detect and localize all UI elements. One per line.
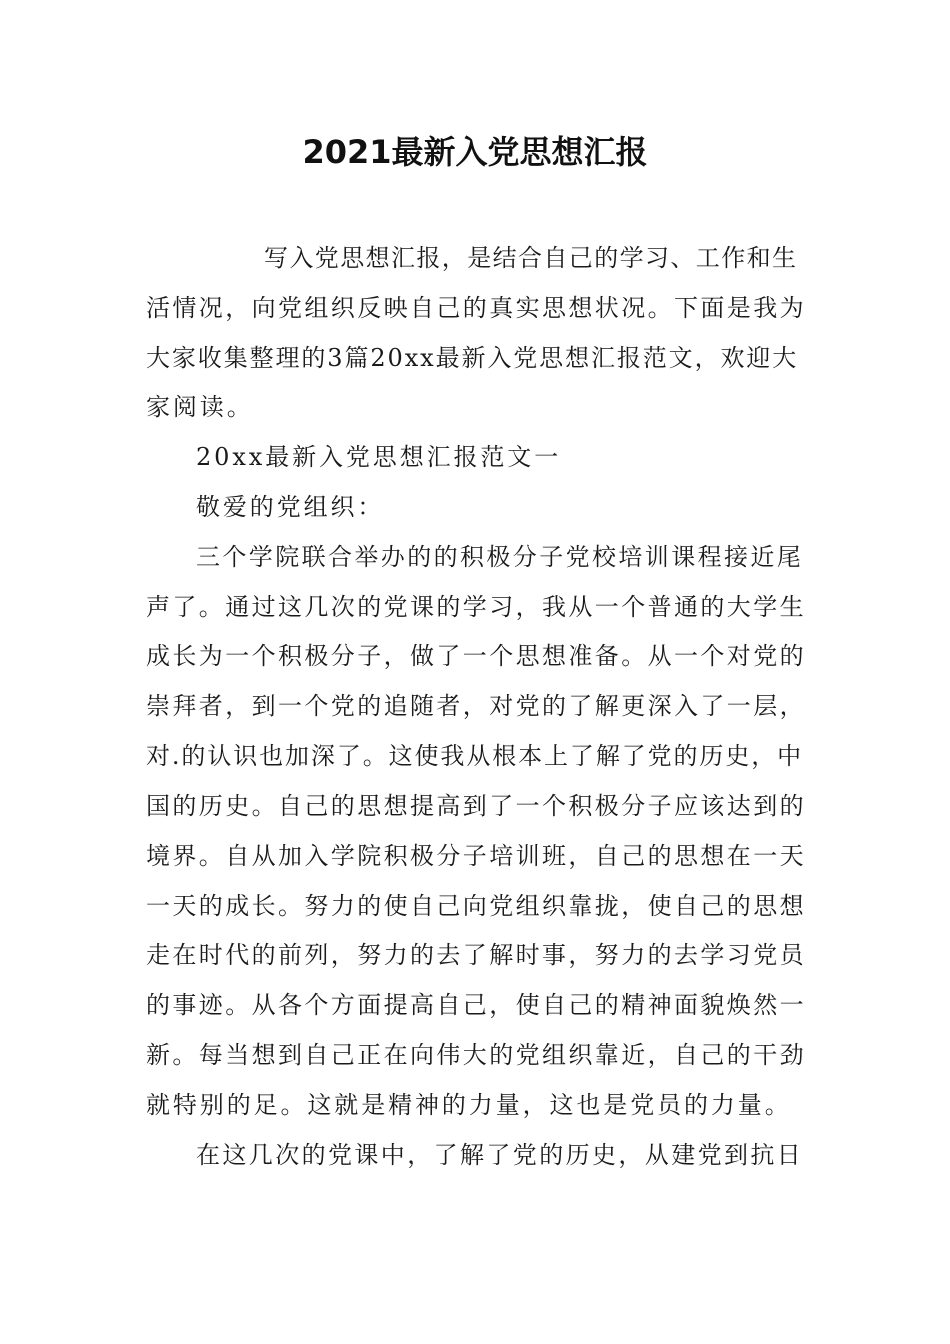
paragraph-line: 新。每当想到自己正在向伟大的党组织靠近，自己的干劲 — [146, 1041, 806, 1069]
paragraph-line: 就特别的足。这就是精神的力量，这也是党员的力量。 — [146, 1091, 792, 1119]
document-title: 2021最新入党思想汇报 — [302, 133, 648, 171]
paragraph-line: 的事迹。从各个方面提高自己，使自己的精神面貌焕然一 — [146, 991, 806, 1019]
paragraph-line: 三个学院联合举办的的积极分子党校培训课程接近尾 — [196, 543, 804, 571]
section-heading: 20xx最新入党思想汇报范文一 — [196, 443, 562, 471]
paragraph-line: 活情况，向党组织反映自己的真实思想状况。下面是我为 — [146, 294, 806, 322]
paragraph-line: 境界。自从加入学院积极分子培训班，自己的思想在一天 — [146, 842, 806, 870]
paragraph-line: 写入党思想汇报，是结合自己的学习、工作和生 — [264, 244, 798, 272]
paragraph-line: 家阅读。 — [146, 393, 254, 421]
paragraph-line: 走在时代的前列，努力的去了解时事，努力的去学习党员 — [146, 941, 806, 969]
paragraph-line: 对.的认识也加深了。这使我从根本上了解了党的历史，中 — [146, 742, 804, 770]
paragraph-line: 成长为一个积极分子，做了一个思想准备。从一个对党的 — [146, 642, 806, 670]
paragraph-line: 一天的成长。努力的使自己向党组织靠拢，使自己的思想 — [146, 892, 806, 920]
paragraph-line: 大家收集整理的3篇20xx最新入党思想汇报范文，欢迎大 — [146, 344, 799, 372]
paragraph-line: 崇拜者，到一个党的追随者，对党的了解更深入了一层， — [146, 692, 806, 720]
paragraph-line: 在这几次的党课中，了解了党的历史，从建党到抗日 — [196, 1141, 804, 1169]
paragraph-line: 声了。通过这几次的党课的学习，我从一个普通的大学生 — [146, 593, 806, 621]
salutation: 敬爱的党组织： — [196, 493, 385, 521]
paragraph-line: 国的历史。自己的思想提高到了一个积极分子应该达到的 — [146, 792, 806, 820]
